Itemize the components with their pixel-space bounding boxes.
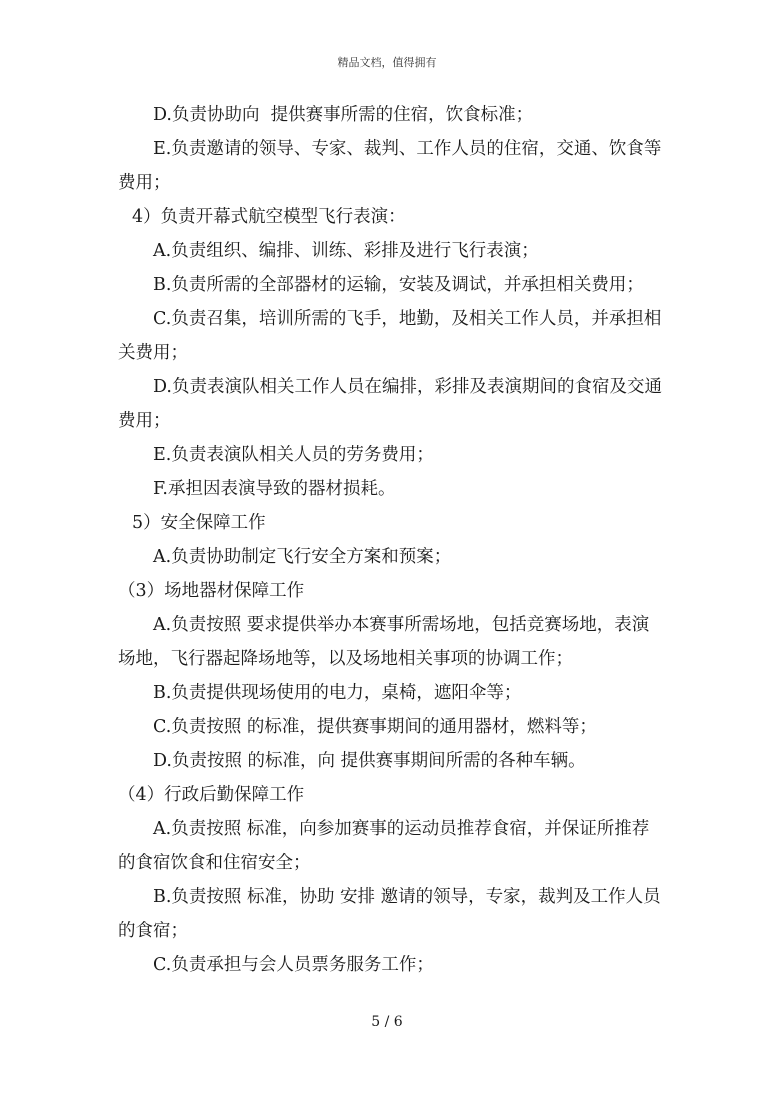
- paragraph: D.负责表演队相关工作人员在编排，彩排及表演期间的食宿及交通费用；: [118, 377, 662, 431]
- page-header: 精品文档，值得拥有: [337, 56, 437, 69]
- document-body: [118, 98, 663, 982]
- paragraph: E.负责邀请的领导、专家、裁判、工作人员的住宿，交通、饮食等费用；: [118, 139, 662, 193]
- paragraph: A.负责按照 标准，向参加赛事的运动员推荐食宿，并保证所推荐的食宿饮食和住宿安全；: [118, 819, 650, 873]
- paragraph: B.负责按照 标准，协助 安排 邀请的领导，专家，裁判及工作人员的食宿；: [118, 887, 661, 941]
- paragraph: A.负责按照 要求提供举办本赛事所需场地，包括竞赛场地，表演场地，飞行器起降场地等，以及场地相关事项的协调工作；: [118, 615, 650, 669]
- paragraph: C.负责承担与会人员票务服务工作；: [153, 955, 434, 975]
- paragraph: C.负责召集，培训所需的飞手，地勤，及相关工作人员，并承担相关费用；: [118, 309, 662, 363]
- page-number: 5 / 6: [371, 1014, 403, 1030]
- paragraph: F.承担因表演导致的器材损耗。: [153, 479, 396, 499]
- paragraph: D.负责按照 的标准，向 提供赛事期间所需的各种车辆。: [153, 751, 586, 771]
- paragraph: A.负责组织、编排、训练、彩排及进行飞行表演；: [153, 241, 539, 261]
- section-heading: 4）负责开幕式航空模型飞行表演：: [132, 207, 406, 227]
- paragraph: B.负责所需的全部器材的运输，安装及调试，并承担相关费用；: [153, 275, 644, 295]
- section-heading: （4）行政后勤保障工作: [118, 785, 305, 805]
- section-heading: 5）安全保障工作: [132, 513, 266, 533]
- paragraph: B.负责提供现场使用的电力，桌椅，遮阳伞等；: [153, 683, 522, 703]
- paragraph: E.负责表演队相关人员的劳务费用；: [153, 445, 434, 465]
- section-heading: （3）场地器材保障工作: [118, 581, 305, 601]
- paragraph: A.负责协助制定飞行安全方案和预案；: [153, 547, 452, 567]
- paragraph: C.负责按照 的标准，提供赛事期间的通用器材，燃料等；: [153, 717, 597, 737]
- paragraph: D.负责协助向 提供赛事所需的住宿，饮食标准；: [153, 105, 534, 125]
